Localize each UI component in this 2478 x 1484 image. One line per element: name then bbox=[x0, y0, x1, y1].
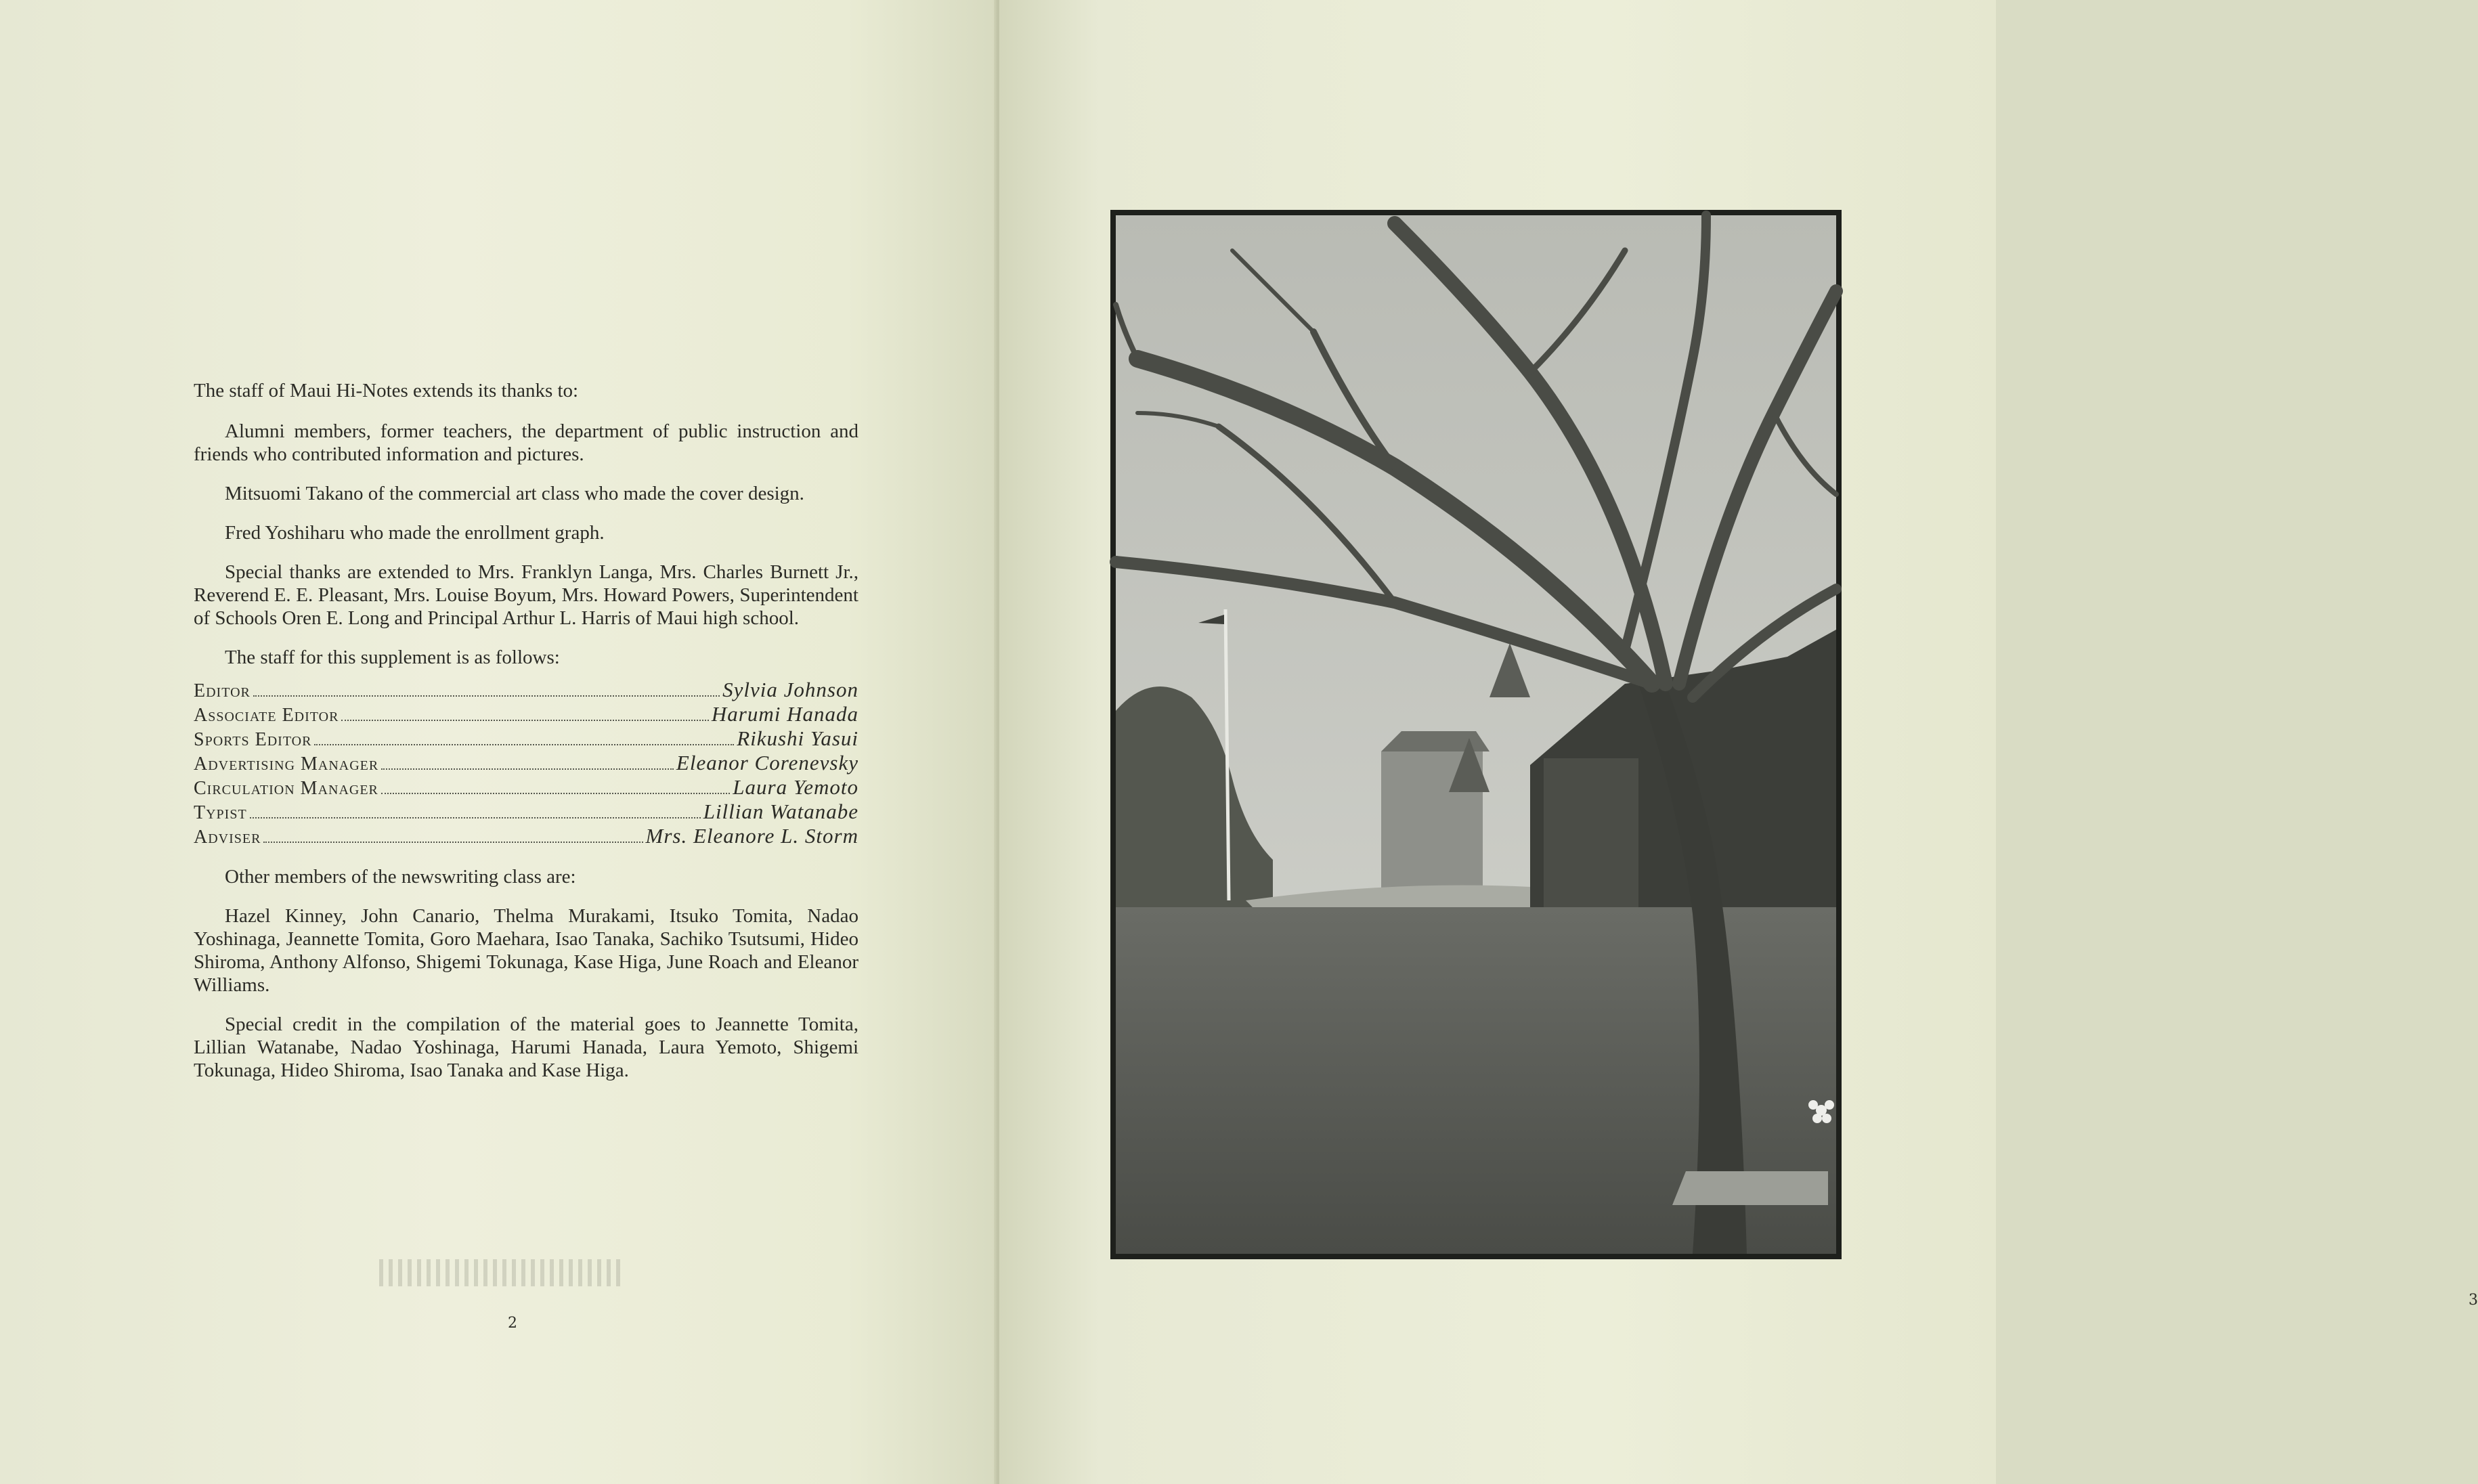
special-credit: Special credit in the compilation of the material goes to Jeannette Tomita, Lillian Watanabe, Nadao Yoshinaga, Harumi Hanada, Laura Yemoto, Shigemi Tokunaga, Hideo Shiroma, Isao Tanaka and Kase Higa. bbox=[194, 1013, 858, 1081]
staff-role: Sports Editor bbox=[194, 729, 312, 750]
staff-row bbox=[194, 678, 858, 703]
dot-leader bbox=[381, 768, 674, 770]
members-heading: Other members of the newswriting class are: bbox=[225, 866, 576, 888]
staff-role: Adviser bbox=[194, 827, 261, 848]
staff-role: Typist bbox=[194, 802, 247, 823]
page-number-right: 3 bbox=[2469, 1292, 2478, 1309]
staff-name: Sylvia Johnson bbox=[722, 678, 858, 701]
staff-role: Advertising Manager bbox=[194, 754, 379, 774]
thanks-enrollment-graph: Fred Yoshiharu who made the enrollment graph. bbox=[225, 522, 605, 544]
dot-leader bbox=[250, 816, 701, 819]
page-number-left: 2 bbox=[508, 1315, 517, 1332]
staff-row bbox=[194, 703, 858, 727]
bleed-through-text bbox=[379, 1259, 623, 1286]
staff-role: Editor bbox=[194, 680, 251, 701]
dot-leader bbox=[263, 841, 643, 843]
left-page bbox=[0, 0, 997, 1484]
staff-name: Rikushi Yasui bbox=[737, 726, 858, 750]
thanks-alumni: Alumni members, former teachers, the department of public instruction and friends who contributed information and pictures. bbox=[194, 420, 858, 465]
staff-name: Laura Yemoto bbox=[733, 775, 858, 799]
campus-photo bbox=[1110, 210, 1842, 1259]
acknowledgements-text bbox=[194, 379, 858, 1098]
staff-row bbox=[194, 776, 858, 800]
dot-leader bbox=[341, 719, 708, 721]
staff-row bbox=[194, 800, 858, 825]
special-thanks: Special thanks are extended to Mrs. Franklyn Langa, Mrs. Charles Burnett Jr., Reverend E. E. Pleasant, Mrs. Louise Boyum, Mrs. Howard Powers, Superintendent of Schools Oren E. Long and Principal Arthur L. Harris of Maui high school. bbox=[194, 561, 858, 629]
staff-name: Harumi Hanada bbox=[711, 702, 858, 726]
dot-leader bbox=[314, 743, 734, 745]
intro-line: The staff of Maui Hi-Notes extends its thanks to: bbox=[194, 380, 579, 401]
dot-leader bbox=[381, 792, 730, 794]
staff-name: Eleanor Corenevsky bbox=[676, 751, 858, 774]
campus-tree-photo bbox=[1110, 210, 1842, 1259]
members-list: Hazel Kinney, John Canario, Thelma Murakami, Itsuko Tomita, Nadao Yoshinaga, Jeannette Tomita, Goro Maehara, Isao Tanaka, Sachiko Tsutsumi, Hideo Shiroma, Anthony Alfonso, Shigemi Tokunaga, Kase Higa, June Roach and Eleanor Williams. bbox=[194, 905, 858, 996]
staff-row bbox=[194, 751, 858, 776]
dot-leader bbox=[253, 695, 720, 697]
staff-heading: The staff for this supplement is as follows: bbox=[225, 647, 560, 668]
staff-name: Lillian Watanabe bbox=[703, 800, 858, 823]
staff-role: Associate Editor bbox=[194, 705, 339, 726]
staff-list bbox=[194, 678, 858, 849]
staff-row bbox=[194, 825, 858, 849]
thanks-cover-design: Mitsuomi Takano of the commercial art class who made the cover design. bbox=[225, 483, 804, 504]
staff-row bbox=[194, 727, 858, 751]
staff-name: Mrs. Eleanore L. Storm bbox=[645, 824, 858, 848]
staff-role: Circulation Manager bbox=[194, 778, 378, 799]
